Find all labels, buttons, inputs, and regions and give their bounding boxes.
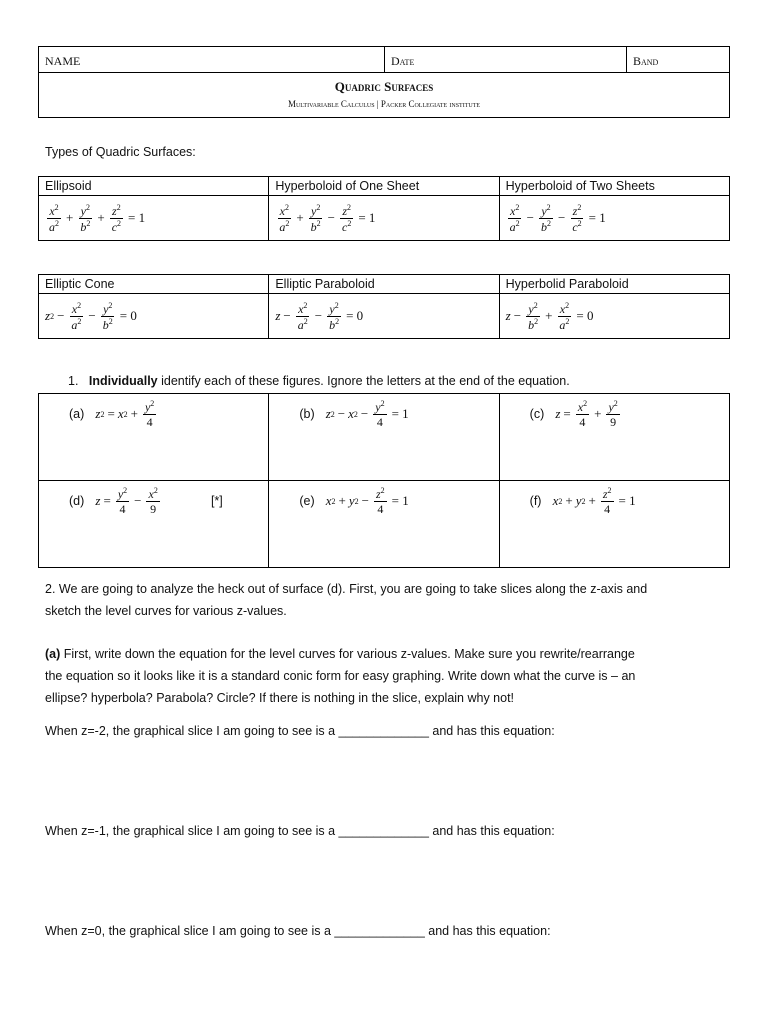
figure-label: (c) <box>529 407 545 421</box>
slice-prompt-z-0: When z=0, the graphical slice I am going to see is a _____________ and has this equation: <box>45 924 551 938</box>
equation: $\frac{x^2}{a^2}$ − $\frac{y^2}{b^2}$ − $\frac{z^2}{c^2}$ = 1 <box>509 202 606 234</box>
equation: z 2 − $\frac{x^2}{a^2}$ − $\frac{y^2}{b^2}$ = 0 <box>45 300 137 332</box>
page-subtitle: Multivariable Calculus | Packer Collegiate institute <box>287 99 481 109</box>
types-table-1 <box>38 176 730 241</box>
page-title: Quadric Surfaces <box>334 79 434 94</box>
question-1-bold: Individually <box>88 374 158 388</box>
equation: $\frac{x^2}{a^2}$ + $\frac{y^2}{b^2}$ − $\frac{z^2}{c^2}$ = 1 <box>279 202 376 234</box>
part-a-label: (a) <box>45 647 61 661</box>
equation: $\frac{x^2}{a^2}$ + $\frac{y^2}{b^2}$ + $\frac{z^2}{c^2}$ = 1 <box>49 202 146 234</box>
figure-label: (f) <box>529 494 542 508</box>
type-name: Hyperbolid Paraboloid <box>499 275 729 294</box>
star-marker: [*] <box>210 494 223 508</box>
date-label: Date <box>391 54 415 68</box>
slice-prompt-z-neg1: When z=-1, the graphical slice I am going to see is a _____________ and has this equation: <box>45 824 555 838</box>
question-2-line: sketch the level curves for various z-values. <box>45 604 287 618</box>
figure-cell-f[interactable] <box>499 481 729 568</box>
question-1-number: 1. <box>68 374 79 388</box>
question-1-text: identify each of these figures. Ignore the letters at the end of the equation. <box>157 374 570 388</box>
figure-label: (e) <box>299 494 315 508</box>
name-label: NAME <box>45 54 81 68</box>
type-name: Ellipsoid <box>39 177 269 196</box>
part-a-line: the equation so it looks like it is a standard conic form for easy graphing. Write down what the curve is – an <box>45 669 636 683</box>
header-row <box>39 47 729 73</box>
question-2 <box>45 578 647 622</box>
band-label: Band <box>633 54 659 68</box>
equation: z = $\frac{x^2}{4}$ + $\frac{y^2}{9}$ <box>555 399 618 429</box>
band-field[interactable] <box>627 47 731 72</box>
question-2-line: 2. We are going to analyze the heck out of surface (d). First, you are going to take slices along the z-axis and <box>45 582 648 596</box>
slice-prompt-z-neg2: When z=-2, the graphical slice I am going to see is a _____________ and has this equation: <box>45 724 555 738</box>
equation: z = $\frac{y^2}{4}$ − $\frac{x^2}{9}$ <box>95 486 158 516</box>
type-equation-elliptic-cone <box>39 294 269 339</box>
figure-cell-e[interactable] <box>269 481 499 568</box>
figure-label: (a) <box>69 407 85 421</box>
equation: z 2 = x 2 + $\frac{y^2}{4}$ <box>95 399 155 429</box>
part-a-line: ellipse? hyperbola? Parabola? Circle? If there is nothing in the slice, explain why not! <box>45 691 515 705</box>
question-1 <box>68 371 570 391</box>
type-equation-hyperboloid-one <box>269 196 499 241</box>
type-name: Hyperboloid of One Sheet <box>269 177 499 196</box>
part-a <box>45 643 635 709</box>
figure-cell-a[interactable] <box>39 394 269 481</box>
type-name: Elliptic Cone <box>39 275 269 294</box>
figure-cell-c[interactable] <box>499 394 729 481</box>
figure-cell-d[interactable] <box>39 481 269 568</box>
figures-table <box>38 393 730 568</box>
type-name: Hyperboloid of Two Sheets <box>499 177 729 196</box>
equation: z − $\frac{x^2}{a^2}$ − $\frac{y^2}{b^2}$ = 0 <box>275 300 364 332</box>
type-name: Elliptic Paraboloid <box>269 275 499 294</box>
figure-label: (d) <box>69 494 85 508</box>
type-equation-elliptic-paraboloid <box>269 294 499 339</box>
equation: x 2 + y 2 − $\frac{z^2}{4}$ = 1 <box>325 486 409 516</box>
type-equation-hyperbolic-paraboloid <box>499 294 729 339</box>
figure-cell-b[interactable] <box>269 394 499 481</box>
figure-label: (b) <box>299 407 315 421</box>
equation: z − $\frac{y^2}{b^2}$ + $\frac{x^2}{a^2}$ = 0 <box>505 300 594 332</box>
type-equation-hyperboloid-two <box>499 196 729 241</box>
types-intro: Types of Quadric Surfaces: <box>45 145 196 159</box>
header-box <box>38 46 730 118</box>
part-a-line: First, write down the equation for the level curves for various z-values. Make sure you rewrite/rearrange <box>60 647 635 661</box>
name-field[interactable] <box>39 47 385 72</box>
equation: x 2 + y 2 + $\frac{z^2}{4}$ = 1 <box>552 486 636 516</box>
types-table-2 <box>38 274 730 339</box>
type-equation-ellipsoid <box>39 196 269 241</box>
date-field[interactable] <box>385 47 627 72</box>
equation: z 2 − x 2 − $\frac{y^2}{4}$ = 1 <box>325 399 409 429</box>
